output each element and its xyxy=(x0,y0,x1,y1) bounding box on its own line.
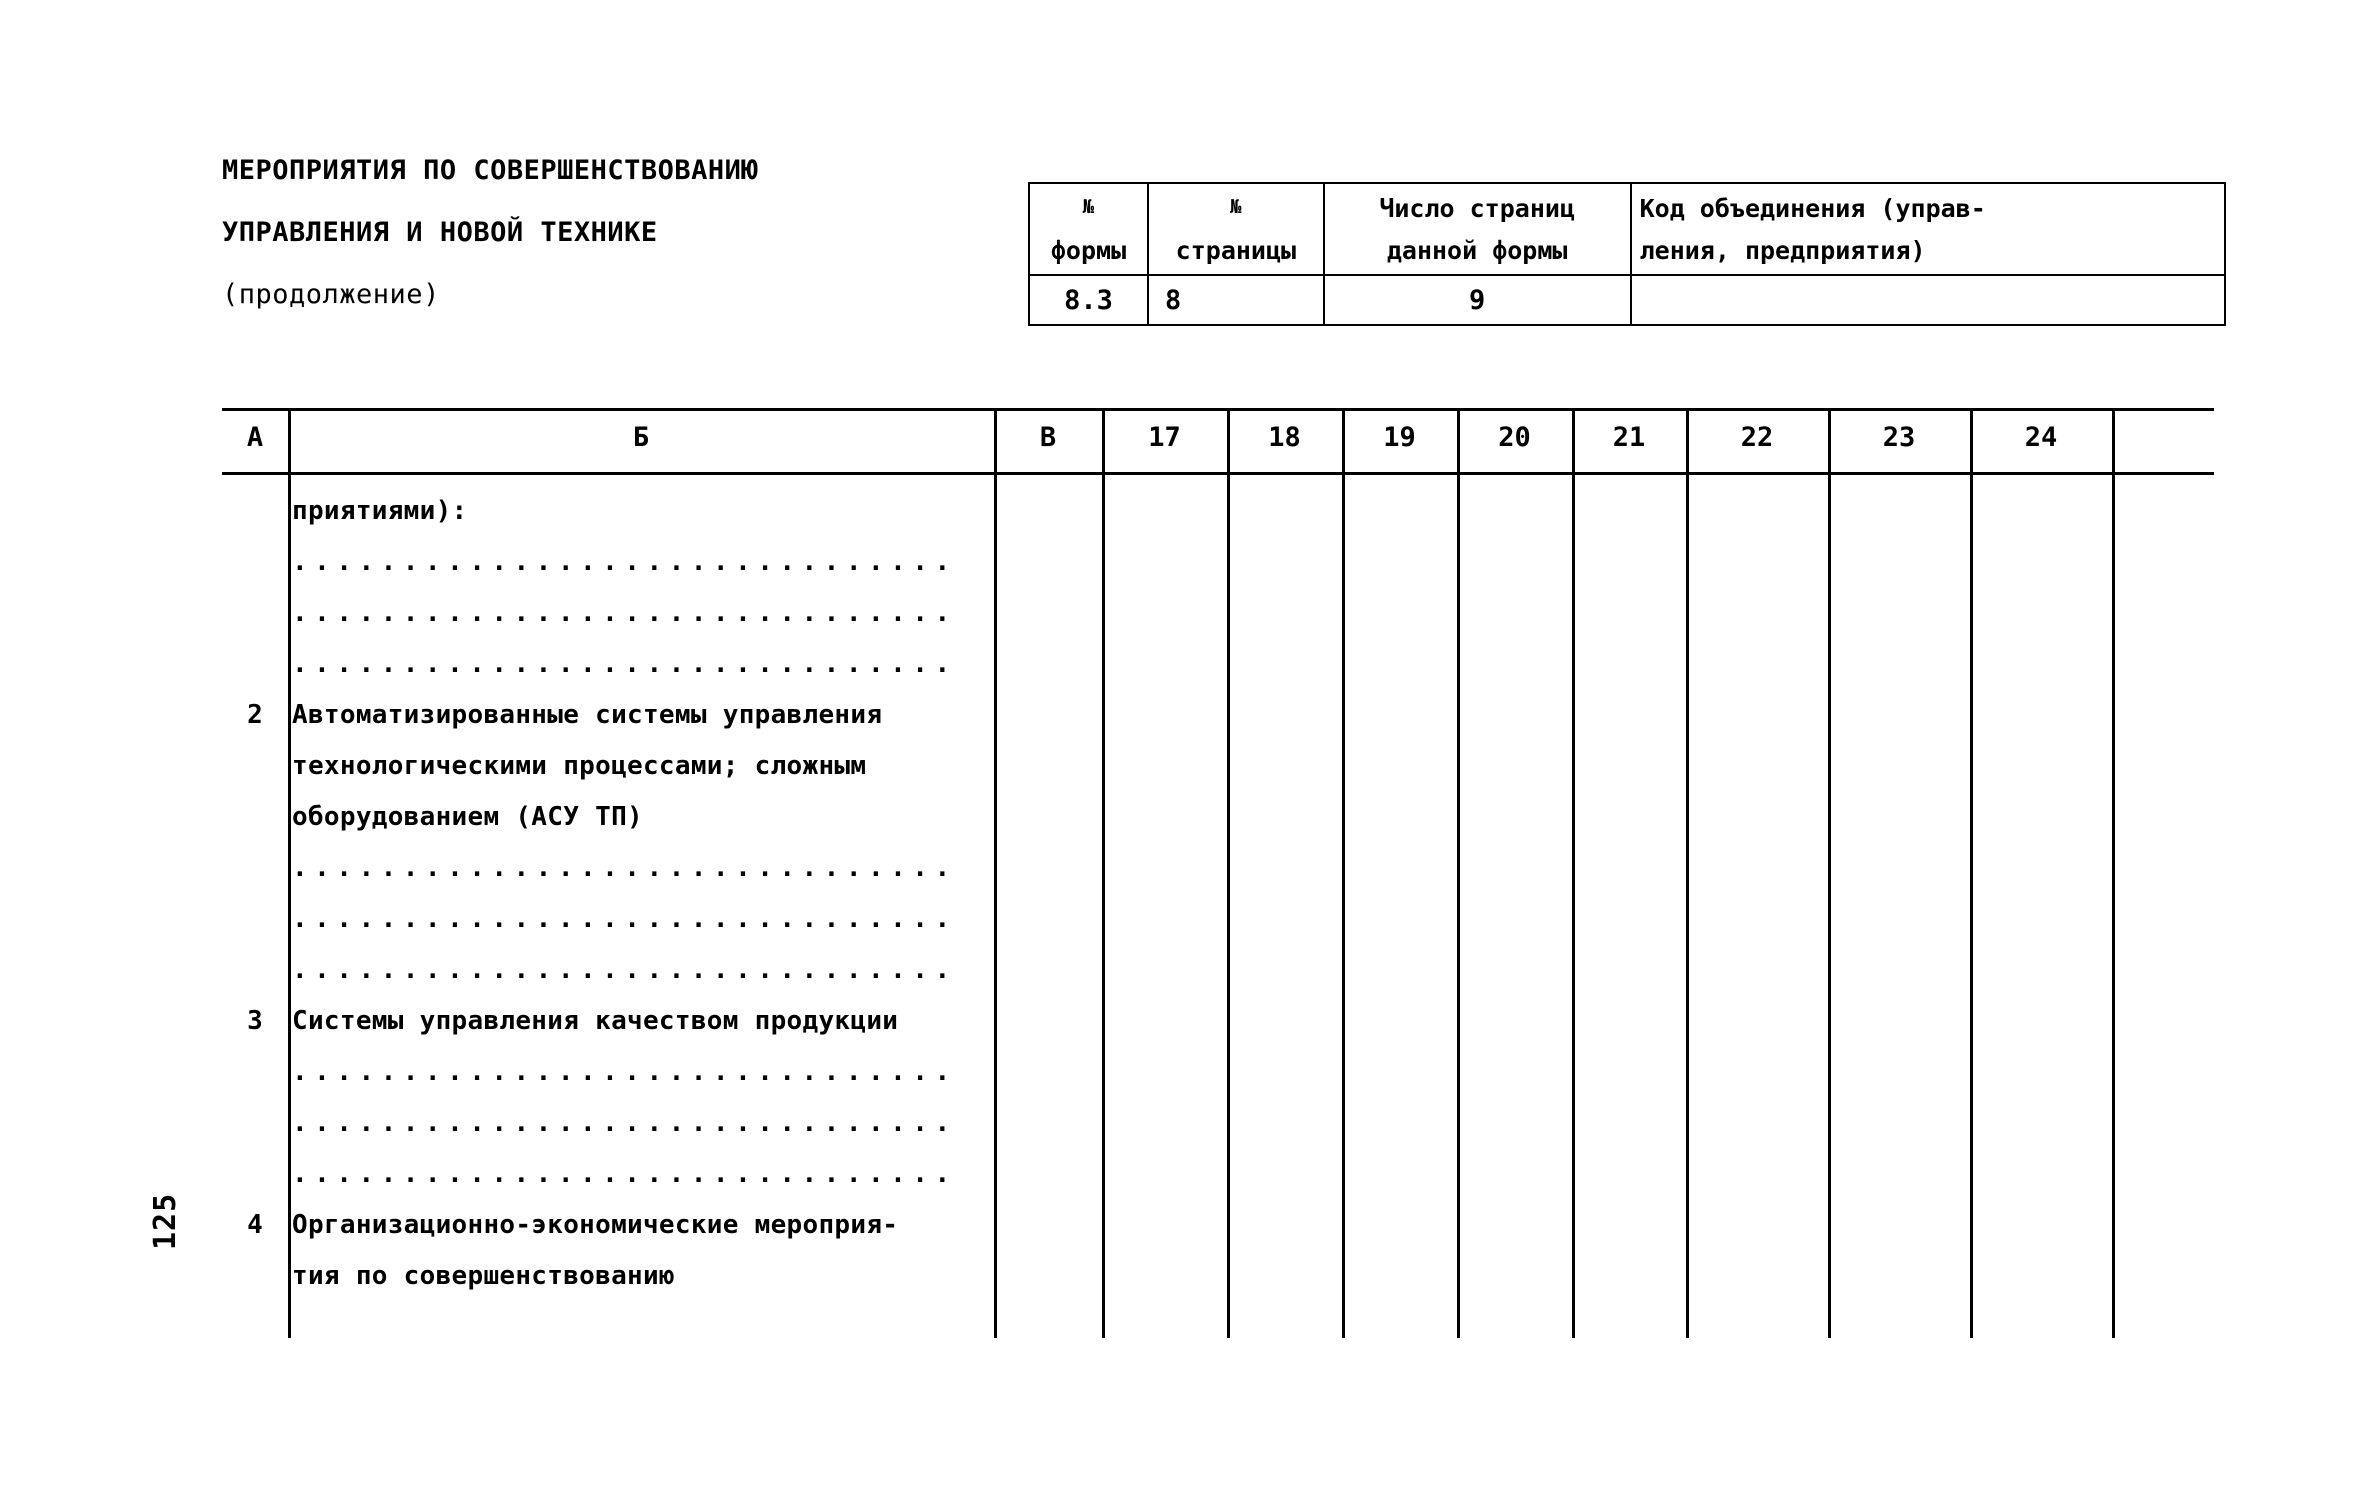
grid-vrule-22-23 xyxy=(1828,408,1831,1338)
page-number-header xyxy=(1148,183,1324,275)
table-row-number xyxy=(222,843,288,894)
table-row-number xyxy=(222,588,288,639)
list-item: .............................. xyxy=(292,853,957,883)
grid-vrule-23-24 xyxy=(1970,408,1973,1338)
list-item: .............................. xyxy=(292,649,957,679)
org-code-header-line-2: ления, предприятия) xyxy=(1639,236,1926,265)
table-row-number xyxy=(222,486,288,537)
grid-top-rule xyxy=(222,408,2214,411)
pages-count-header-line-2: данной формы xyxy=(1386,236,1568,265)
table-row-number xyxy=(222,1149,288,1200)
col-header-b: Б xyxy=(632,422,650,453)
org-code-header xyxy=(1631,183,2225,275)
col-header-24: 24 xyxy=(2024,422,2058,453)
list-item: .............................. xyxy=(292,598,957,628)
org-code-value xyxy=(1631,275,2225,325)
table-row-number xyxy=(222,792,288,843)
table-row-number xyxy=(222,537,288,588)
list-item: Автоматизированные системы управления xyxy=(292,700,883,730)
pages-count-value: 9 xyxy=(1324,275,1631,325)
page-number-header-line-2: страницы xyxy=(1175,236,1297,265)
pages-count-header xyxy=(1324,183,1631,275)
grid-vrule-19-20 xyxy=(1457,408,1460,1338)
form-title-line-3: (продолжение) xyxy=(222,279,440,310)
list-item: тия по совершенствованию xyxy=(292,1261,675,1291)
list-item: .............................. xyxy=(292,547,957,577)
form-number-value: 8.3 xyxy=(1029,275,1148,325)
col-header-19: 19 xyxy=(1383,422,1416,453)
page-number-value: 8 xyxy=(1148,275,1324,325)
col-header-21: 21 xyxy=(1612,422,1646,453)
list-item: .............................. xyxy=(292,1108,957,1138)
info-table-header-row xyxy=(1029,183,2225,275)
main-form-grid xyxy=(222,408,2214,1338)
list-item: оборудованием (АСУ ТП) xyxy=(292,802,643,832)
list-item: .............................. xyxy=(292,1159,957,1189)
page-number-header-line-1: № xyxy=(1230,196,1242,218)
col-header-20: 20 xyxy=(1498,422,1531,453)
grid-vrule-v-17 xyxy=(1102,408,1105,1338)
list-item: .............................. xyxy=(292,955,957,985)
page-number: 125 xyxy=(148,1192,183,1250)
grid-vrule-20-21 xyxy=(1572,408,1575,1338)
column-a-cells xyxy=(222,486,288,1302)
col-header-23: 23 xyxy=(1882,422,1916,453)
form-number-header-line-2: формы xyxy=(1050,236,1127,265)
grid-vrule-b-v xyxy=(994,408,997,1338)
form-title-line-2: УПРАВЛЕНИЯ И НОВОЙ ТЕХНИКЕ xyxy=(222,217,658,248)
form-title-block xyxy=(222,140,922,326)
form-number-header xyxy=(1029,183,1148,275)
table-row-number xyxy=(222,1251,288,1302)
list-item: .............................. xyxy=(292,1057,957,1087)
table-row-number xyxy=(222,1047,288,1098)
grid-vrule-a-b xyxy=(288,408,291,1338)
list-item: Системы управления качеством продукции xyxy=(292,1006,899,1036)
info-table-value-row xyxy=(1029,275,2225,325)
list-item: приятиями): xyxy=(292,496,468,526)
col-header-a: А xyxy=(246,422,264,453)
col-header-18: 18 xyxy=(1268,422,1301,453)
pages-count-header-line-1: Число страниц xyxy=(1379,194,1575,223)
table-row-number xyxy=(222,741,288,792)
form-title-line-1: МЕРОПРИЯТИЯ ПО СОВЕРШЕНСТВОВАНИЮ xyxy=(222,155,759,186)
table-row-number xyxy=(222,894,288,945)
org-code-header-line-1: Код объединения (управ- xyxy=(1639,194,1986,223)
form-number-header-line-1: № xyxy=(1082,196,1095,218)
grid-vrule-17-18 xyxy=(1227,408,1230,1338)
list-item: .............................. xyxy=(292,904,957,934)
table-row-number xyxy=(222,639,288,690)
table-row-number xyxy=(222,1098,288,1149)
col-header-22: 22 xyxy=(1740,422,1774,453)
table-row-number: 2 xyxy=(247,700,263,730)
col-header-17: 17 xyxy=(1148,422,1181,453)
grid-vrule-24-end xyxy=(2112,408,2115,1338)
grid-vrule-21-22 xyxy=(1686,408,1689,1338)
table-row-number xyxy=(222,945,288,996)
table-row-number: 4 xyxy=(247,1210,263,1240)
grid-header-rule xyxy=(222,472,2214,475)
form-info-table xyxy=(1028,182,2226,326)
grid-vrule-18-19 xyxy=(1342,408,1345,1338)
column-b-cells xyxy=(292,486,972,1302)
list-item: технологическими процессами; сложным xyxy=(292,751,867,781)
table-row-number: 3 xyxy=(247,1006,263,1036)
list-item: Организационно-экономические мероприя- xyxy=(292,1210,899,1240)
col-header-v: В xyxy=(1039,422,1057,453)
